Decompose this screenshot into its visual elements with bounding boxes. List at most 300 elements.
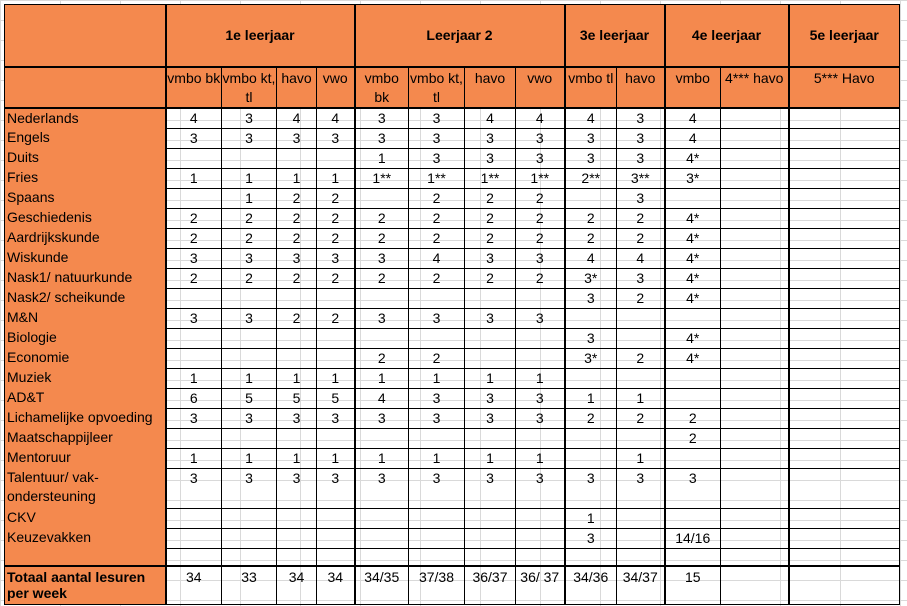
hours-cell: 1 — [465, 368, 516, 388]
subject-name: Spaans — [5, 188, 166, 208]
hours-cell: 2 — [617, 408, 665, 428]
hours-cell: 4 — [355, 388, 409, 408]
hours-cell — [665, 368, 721, 388]
subject-name: Nask2/ scheikunde — [5, 288, 166, 308]
hours-cell — [617, 428, 665, 448]
hours-cell — [721, 228, 789, 248]
hours-cell: 3 — [516, 468, 565, 508]
hours-cell: 4 — [665, 108, 721, 129]
level-header: vmbo tl — [565, 67, 617, 108]
subject-name: Fries — [5, 168, 166, 188]
level-header: 4*** havo — [721, 67, 789, 108]
subject-row — [5, 288, 900, 308]
hours-cell — [409, 528, 465, 548]
hours-cell — [355, 288, 409, 308]
hours-cell: 1 — [617, 388, 665, 408]
level-header: havo — [277, 67, 317, 108]
hours-cell: 5 — [222, 388, 277, 408]
hours-cell: 3* — [665, 168, 721, 188]
hours-cell — [222, 508, 277, 528]
hours-cell: 3 — [355, 248, 409, 268]
hours-cell: 3 — [317, 248, 355, 268]
empty-cell — [409, 548, 465, 566]
empty-cell — [516, 548, 565, 566]
subject-row — [5, 228, 900, 248]
hours-cell: 2 — [317, 308, 355, 328]
hours-cell — [565, 428, 617, 448]
hours-cell: 1 — [317, 168, 355, 188]
hours-cell: 1 — [355, 448, 409, 468]
hours-cell — [409, 508, 465, 528]
hours-cell: 3 — [166, 408, 222, 428]
hours-cell — [516, 328, 565, 348]
hours-cell: 2 — [665, 428, 721, 448]
hours-cell: 4* — [665, 208, 721, 228]
hours-cell: 3 — [516, 148, 565, 168]
hours-cell — [355, 328, 409, 348]
level-header: havo — [465, 67, 516, 108]
hours-cell: 2 — [277, 308, 317, 328]
hours-cell — [565, 308, 617, 328]
level-header: vmbo bk — [166, 67, 222, 108]
hours-cell — [222, 288, 277, 308]
empty-cell — [565, 548, 617, 566]
hours-cell: 3 — [565, 328, 617, 348]
subject-name: Muziek — [5, 368, 166, 388]
hours-cell — [789, 268, 900, 288]
hours-cell — [789, 168, 900, 188]
total-label: Totaal aantal lesuren per week — [5, 566, 166, 604]
subject-name: Wiskunde — [5, 248, 166, 268]
hours-cell — [789, 308, 900, 328]
hours-cell: 3 — [617, 468, 665, 508]
hours-cell: 1 — [355, 368, 409, 388]
subject-name: AD&T — [5, 388, 166, 408]
hours-cell: 1 — [166, 168, 222, 188]
hours-cell — [317, 328, 355, 348]
hours-cell — [277, 508, 317, 528]
hours-cell — [317, 148, 355, 168]
hours-cell: 1 — [409, 448, 465, 468]
year-header: 5e leerjaar — [789, 5, 900, 67]
hours-cell — [721, 188, 789, 208]
subject-name: Geschiedenis — [5, 208, 166, 228]
total-row — [5, 566, 900, 604]
hours-cell — [166, 148, 222, 168]
hours-cell: 4 — [277, 108, 317, 129]
hours-cell: 2 — [409, 348, 465, 368]
hours-cell: 3 — [465, 308, 516, 328]
hours-cell: 1** — [465, 168, 516, 188]
subject-name: Aardrijkskunde — [5, 228, 166, 248]
empty-cell — [789, 548, 900, 566]
hours-cell: 2 — [317, 228, 355, 248]
hours-cell: 3 — [222, 108, 277, 129]
hours-cell: 1** — [516, 168, 565, 188]
hours-cell — [317, 508, 355, 528]
hours-cell — [721, 328, 789, 348]
subject-row — [5, 348, 900, 368]
spacer-row — [5, 548, 900, 566]
subject-name: Nederlands — [5, 108, 166, 129]
hours-cell: 3 — [409, 388, 465, 408]
hours-cell — [789, 468, 900, 508]
level-header: havo — [617, 67, 665, 108]
hours-cell: 2 — [277, 228, 317, 248]
hours-cell — [721, 428, 789, 448]
hours-cell — [789, 368, 900, 388]
hours-cell — [516, 428, 565, 448]
hours-cell — [166, 188, 222, 208]
hours-cell: 3 — [409, 308, 465, 328]
hours-cell — [789, 508, 900, 528]
hours-cell: 1 — [516, 448, 565, 468]
hours-cell — [789, 228, 900, 248]
hours-cell — [409, 328, 465, 348]
hours-cell: 3 — [409, 128, 465, 148]
hours-cell — [721, 148, 789, 168]
year-header: Leerjaar 2 — [355, 5, 565, 67]
hours-cell: 2 — [355, 228, 409, 248]
total-cell: 36/ 37 — [516, 566, 565, 604]
empty-cell — [166, 548, 222, 566]
hours-cell — [789, 408, 900, 428]
hours-cell — [465, 288, 516, 308]
hours-cell: 2 — [277, 268, 317, 288]
hours-cell — [277, 328, 317, 348]
level-header: vmbo — [665, 67, 721, 108]
hours-cell: 4* — [665, 228, 721, 248]
hours-cell: 3 — [277, 408, 317, 428]
hours-cell: 2 — [277, 208, 317, 228]
empty-cell — [317, 548, 355, 566]
hours-cell — [277, 428, 317, 448]
hours-cell: 3* — [565, 268, 617, 288]
subject-row — [5, 208, 900, 228]
year-header-row — [5, 5, 900, 67]
subject-name: Biologie — [5, 328, 166, 348]
subject-row — [5, 188, 900, 208]
hours-cell: 2** — [565, 168, 617, 188]
hours-cell — [355, 528, 409, 548]
hours-cell — [355, 508, 409, 528]
hours-cell: 3 — [565, 288, 617, 308]
total-cell: 34 — [166, 566, 222, 604]
hours-cell: 2 — [465, 188, 516, 208]
hours-cell: 1 — [617, 448, 665, 468]
hours-cell: 3 — [617, 148, 665, 168]
hours-cell — [355, 428, 409, 448]
hours-cell — [721, 248, 789, 268]
hours-cell — [317, 348, 355, 368]
hours-cell — [617, 328, 665, 348]
hours-cell — [516, 348, 565, 368]
hours-cell: 2 — [317, 268, 355, 288]
hours-cell: 3 — [409, 408, 465, 428]
subject-row — [5, 388, 900, 408]
hours-cell: 2 — [617, 288, 665, 308]
hours-cell — [516, 288, 565, 308]
hours-cell — [465, 328, 516, 348]
total-cell — [789, 566, 900, 604]
hours-cell — [721, 348, 789, 368]
hours-cell — [721, 388, 789, 408]
hours-cell — [465, 428, 516, 448]
level-header: 5*** Havo — [789, 67, 900, 108]
subject-row — [5, 168, 900, 188]
hours-cell: 2 — [355, 348, 409, 368]
hours-cell — [617, 368, 665, 388]
hours-cell — [166, 428, 222, 448]
total-cell: 36/37 — [465, 566, 516, 604]
hours-cell: 4 — [565, 108, 617, 129]
hours-cell: 3 — [222, 248, 277, 268]
subject-row — [5, 248, 900, 268]
hours-cell: 3 — [516, 388, 565, 408]
hours-cell: 3 — [166, 128, 222, 148]
hours-cell — [166, 328, 222, 348]
hours-cell — [789, 288, 900, 308]
subject-name: Duits — [5, 148, 166, 168]
hours-cell: 3 — [409, 468, 465, 508]
empty-cell — [222, 548, 277, 566]
subject-name: Keuzevakken — [5, 528, 166, 548]
hours-cell: 4 — [409, 248, 465, 268]
hours-cell — [721, 368, 789, 388]
hours-cell: 2 — [465, 228, 516, 248]
hours-cell: 3 — [516, 248, 565, 268]
hours-cell: 3 — [166, 468, 222, 508]
hours-cell: 2 — [317, 208, 355, 228]
hours-cell — [222, 428, 277, 448]
hours-cell — [789, 528, 900, 548]
level-header: vmbo kt, tl — [222, 67, 277, 108]
level-header: vmbo bk — [355, 67, 409, 108]
subject-row — [5, 128, 900, 148]
total-cell — [721, 566, 789, 604]
subject-row — [5, 448, 900, 468]
hours-cell: 1 — [409, 368, 465, 388]
hours-cell — [789, 448, 900, 468]
hours-cell: 1 — [465, 448, 516, 468]
hours-cell: 3 — [565, 528, 617, 548]
hours-cell: 2 — [166, 228, 222, 248]
hours-cell — [222, 328, 277, 348]
hours-cell: 2 — [409, 268, 465, 288]
hours-cell — [789, 428, 900, 448]
subject-name: Engels — [5, 128, 166, 148]
hours-cell: 1 — [355, 148, 409, 168]
total-cell: 34/36 — [565, 566, 617, 604]
hours-cell: 3 — [222, 308, 277, 328]
total-cell: 33 — [222, 566, 277, 604]
hours-cell: 2 — [516, 188, 565, 208]
subject-row — [5, 508, 900, 528]
hours-cell — [222, 348, 277, 368]
hours-cell: 3 — [277, 468, 317, 508]
hours-cell: 1** — [355, 168, 409, 188]
hours-cell: 1 — [166, 368, 222, 388]
empty-cell — [465, 548, 516, 566]
hours-cell — [721, 508, 789, 528]
hours-cell: 2 — [565, 228, 617, 248]
year-header: 3e leerjaar — [565, 5, 665, 67]
empty-cell — [665, 548, 721, 566]
hours-cell — [721, 288, 789, 308]
year-header: 4e leerjaar — [665, 5, 789, 67]
hours-cell: 3 — [617, 268, 665, 288]
hours-cell — [516, 508, 565, 528]
hours-cell — [565, 368, 617, 388]
subject-row — [5, 148, 900, 168]
hours-cell — [409, 288, 465, 308]
hours-cell: 3 — [277, 128, 317, 148]
hours-cell — [665, 448, 721, 468]
hours-cell — [789, 128, 900, 148]
empty-cell — [721, 548, 789, 566]
spacer-name — [5, 548, 166, 566]
hours-cell — [721, 528, 789, 548]
hours-cell: 5 — [277, 388, 317, 408]
hours-cell: 1 — [277, 368, 317, 388]
hours-cell — [665, 308, 721, 328]
hours-cell: 4 — [665, 128, 721, 148]
hours-cell — [565, 188, 617, 208]
hours-cell: 3 — [565, 148, 617, 168]
level-header: vwo — [317, 67, 355, 108]
hours-cell — [789, 348, 900, 368]
hours-cell: 3 — [516, 308, 565, 328]
hours-cell: 3 — [355, 308, 409, 328]
subject-name: Talentuur/ vak-ondersteuning — [5, 468, 166, 508]
hours-cell — [465, 348, 516, 368]
hours-cell: 3 — [665, 468, 721, 508]
hours-cell — [222, 148, 277, 168]
hours-cell — [721, 448, 789, 468]
hours-cell: 3 — [617, 108, 665, 129]
total-cell: 34 — [277, 566, 317, 604]
hours-cell: 3* — [565, 348, 617, 368]
hours-cell: 4* — [665, 328, 721, 348]
hours-cell: 4 — [166, 108, 222, 129]
hours-cell: 2 — [516, 228, 565, 248]
hours-cell: 3 — [317, 408, 355, 428]
subject-name: Nask1/ natuurkunde — [5, 268, 166, 288]
subject-name: M&N — [5, 308, 166, 328]
subject-row — [5, 328, 900, 348]
hours-cell: 3 — [222, 128, 277, 148]
subject-row — [5, 408, 900, 428]
hours-cell — [617, 528, 665, 548]
hours-cell — [617, 308, 665, 328]
hours-cell — [222, 528, 277, 548]
hours-cell — [516, 528, 565, 548]
total-cell: 34/35 — [355, 566, 409, 604]
hours-cell: 2 — [409, 228, 465, 248]
hours-cell: 3 — [317, 468, 355, 508]
empty-cell — [277, 548, 317, 566]
hours-cell: 3 — [355, 408, 409, 428]
hours-cell — [721, 208, 789, 228]
empty-cell — [355, 548, 409, 566]
hours-cell: 3 — [617, 188, 665, 208]
hours-cell — [721, 268, 789, 288]
subject-row — [5, 428, 900, 448]
hours-cell — [789, 188, 900, 208]
hours-cell — [789, 208, 900, 228]
hours-cell: 1 — [222, 448, 277, 468]
hours-cell: 3 — [222, 468, 277, 508]
hours-cell: 3 — [465, 248, 516, 268]
hours-cell — [665, 188, 721, 208]
corner-cell — [5, 5, 166, 67]
hours-cell: 2 — [222, 228, 277, 248]
hours-cell: 2 — [516, 208, 565, 228]
hours-cell: 1 — [516, 368, 565, 388]
hours-cell — [465, 508, 516, 528]
subject-name: CKV — [5, 508, 166, 528]
hours-cell: 3 — [409, 108, 465, 129]
hours-cell: 3 — [317, 128, 355, 148]
hours-cell: 1 — [166, 448, 222, 468]
hours-cell: 5 — [317, 388, 355, 408]
hours-cell — [565, 448, 617, 468]
hours-cell: 1 — [565, 508, 617, 528]
hours-cell: 1 — [277, 448, 317, 468]
hours-cell: 2 — [617, 228, 665, 248]
hours-cell: 2 — [465, 208, 516, 228]
subject-row — [5, 528, 900, 548]
hours-cell — [355, 188, 409, 208]
hours-cell: 1 — [565, 388, 617, 408]
hours-cell: 2 — [409, 188, 465, 208]
hours-cell: 3 — [565, 468, 617, 508]
hours-cell: 1 — [222, 168, 277, 188]
hours-cell — [277, 528, 317, 548]
hours-cell — [665, 508, 721, 528]
subject-name: Maatschappijleer — [5, 428, 166, 448]
hours-cell: 2 — [317, 188, 355, 208]
hours-cell: 4 — [317, 108, 355, 129]
subject-row — [5, 368, 900, 388]
hours-cell: 3 — [617, 128, 665, 148]
hours-cell: 14/16 — [665, 528, 721, 548]
hours-cell: 3 — [465, 388, 516, 408]
hours-cell: 2 — [409, 208, 465, 228]
hours-cell: 1 — [222, 188, 277, 208]
hours-cell: 4 — [516, 108, 565, 129]
hours-cell: 4 — [565, 248, 617, 268]
hours-cell: 3 — [465, 468, 516, 508]
hours-cell: 2 — [665, 408, 721, 428]
hours-cell: 3 — [222, 408, 277, 428]
hours-cell: 2 — [355, 268, 409, 288]
hours-cell: 3 — [166, 308, 222, 328]
hours-cell: 2 — [617, 348, 665, 368]
hours-cell — [789, 148, 900, 168]
hours-cell: 3 — [355, 468, 409, 508]
hours-cell: 2 — [355, 208, 409, 228]
subject-name: Mentoruur — [5, 448, 166, 468]
hours-cell: 3 — [355, 128, 409, 148]
hours-cell: 2 — [222, 268, 277, 288]
hours-cell: 2 — [166, 208, 222, 228]
total-cell: 34 — [317, 566, 355, 604]
hours-cell: 4* — [665, 148, 721, 168]
hours-cell: 1 — [317, 368, 355, 388]
hours-cell — [317, 288, 355, 308]
hours-cell: 4 — [465, 108, 516, 129]
